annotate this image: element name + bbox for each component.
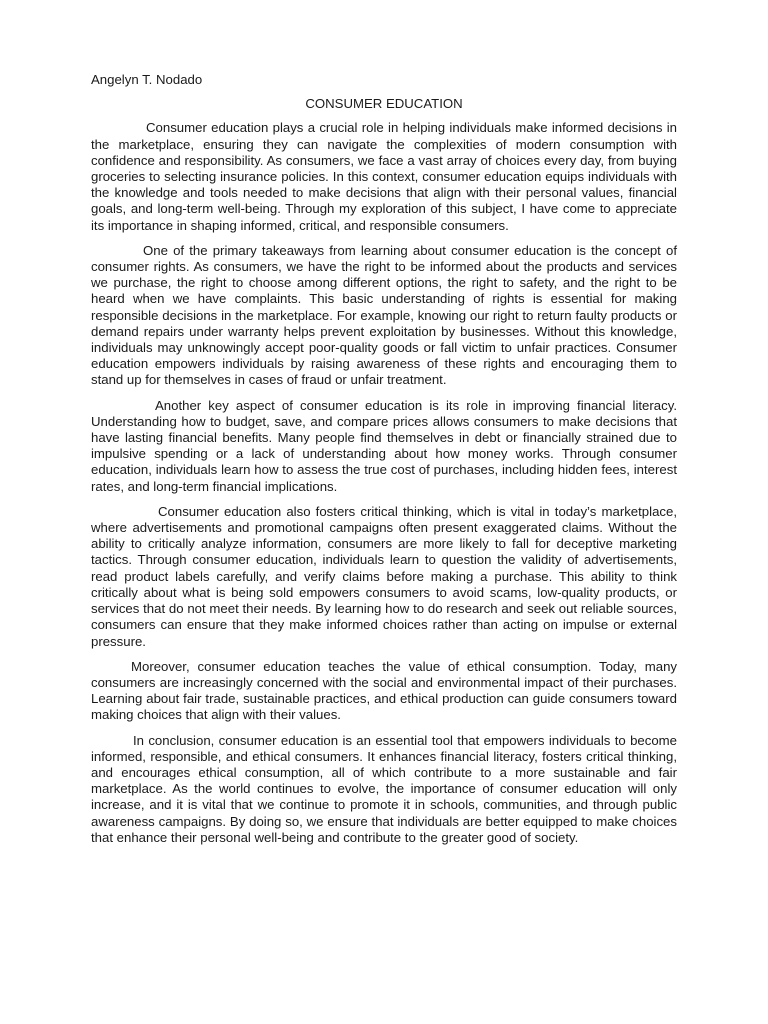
document-title: CONSUMER EDUCATION [305, 96, 463, 112]
paragraph-consumer-rights: One of the primary takeaways from learning about consumer education is the concept of consumer rights. As consumers, we have the right to be informed about the products and services we purchase, the right to choose among different options, the right to safety, and the right to be heard when we have complaints. This basic understanding of rights is essential for making responsible decisions in the marketplace. For example, knowing our right to return faulty products or demand repairs under warranty helps prevent exploitation by businesses. Without this knowledge, individuals may unknowingly accept poor-quality goods or fall victim to unfair practices. Consumer education empowers individuals by raising awareness of these rights and encouraging them to stand up for themselves in cases of fraud or unfair treatment. [91, 242, 677, 388]
paragraph-introduction: Consumer education plays a crucial role in helping individuals make informed decisions in the marketplace, ensuring they can navigate the complexities of modern consumption with confidence and responsibility. As consumers, we face a vast array of choices every day, from buying groceries to selecting insurance policies. In this context, consumer education equips individuals with the knowledge and tools needed to make decisions that align with their personal values, financial goals, and long-term well-being. Through my exploration of this subject, I have come to appreciate its importance in shaping informed, critical, and responsible consumers. [91, 120, 677, 233]
paragraph-conclusion: In conclusion, consumer education is an essential tool that empowers individuals to become informed, responsible, and ethical consumers. It enhances financial literacy, fosters critical thinking, and encourages ethical consumption, all of which contribute to a more sustainable and fair marketplace. As the world continues to evolve, the importance of consumer education will only increase, and it is vital that we continue to promote it in schools, communities, and through public awareness campaigns. By doing so, we ensure that individuals are better equipped to make choices that enhance their personal well-being and contribute to the greater good of society. [91, 732, 677, 845]
author-name: Angelyn T. Nodado [91, 72, 203, 87]
paragraph-ethical-consumption: Moreover, consumer education teaches the value of ethical consumption. Today, many consumers are increasingly concerned with the social and environmental impact of their purchases. Learning about fair trade, sustainable practices, and ethical production can guide consumers toward making choices that align with their values. [91, 658, 677, 723]
paragraph-critical-thinking: Consumer education also fosters critical thinking, which is vital in today’s marketplace, where advertisements and promotional campaigns often present exaggerated claims. Without the ability to critically analyze information, consumers are more likely to fall for deceptive marketing tactics. Through consumer education, individuals learn to question the validity of advertisements, read product labels carefully, and verify claims before making a purchase. This ability to think critically about what is being sold empowers consumers to avoid scams, low-quality products, or services that do not meet their needs. By learning how to do research and seek out reliable sources, consumers can ensure that they make informed choices rather than acting on impulse or external pressure. [91, 503, 677, 649]
paragraph-financial-literacy: Another key aspect of consumer education is its role in improving financial literacy. Understanding how to budget, save, and compare prices allows consumers to make decisions that have lasting financial benefits. Many people find themselves in debt or financially strained due to impulsive spending or a lack of understanding about how money works. Through consumer education, individuals learn how to assess the true cost of purchases, including hidden fees, interest rates, and long-term financial implications. [91, 397, 677, 494]
